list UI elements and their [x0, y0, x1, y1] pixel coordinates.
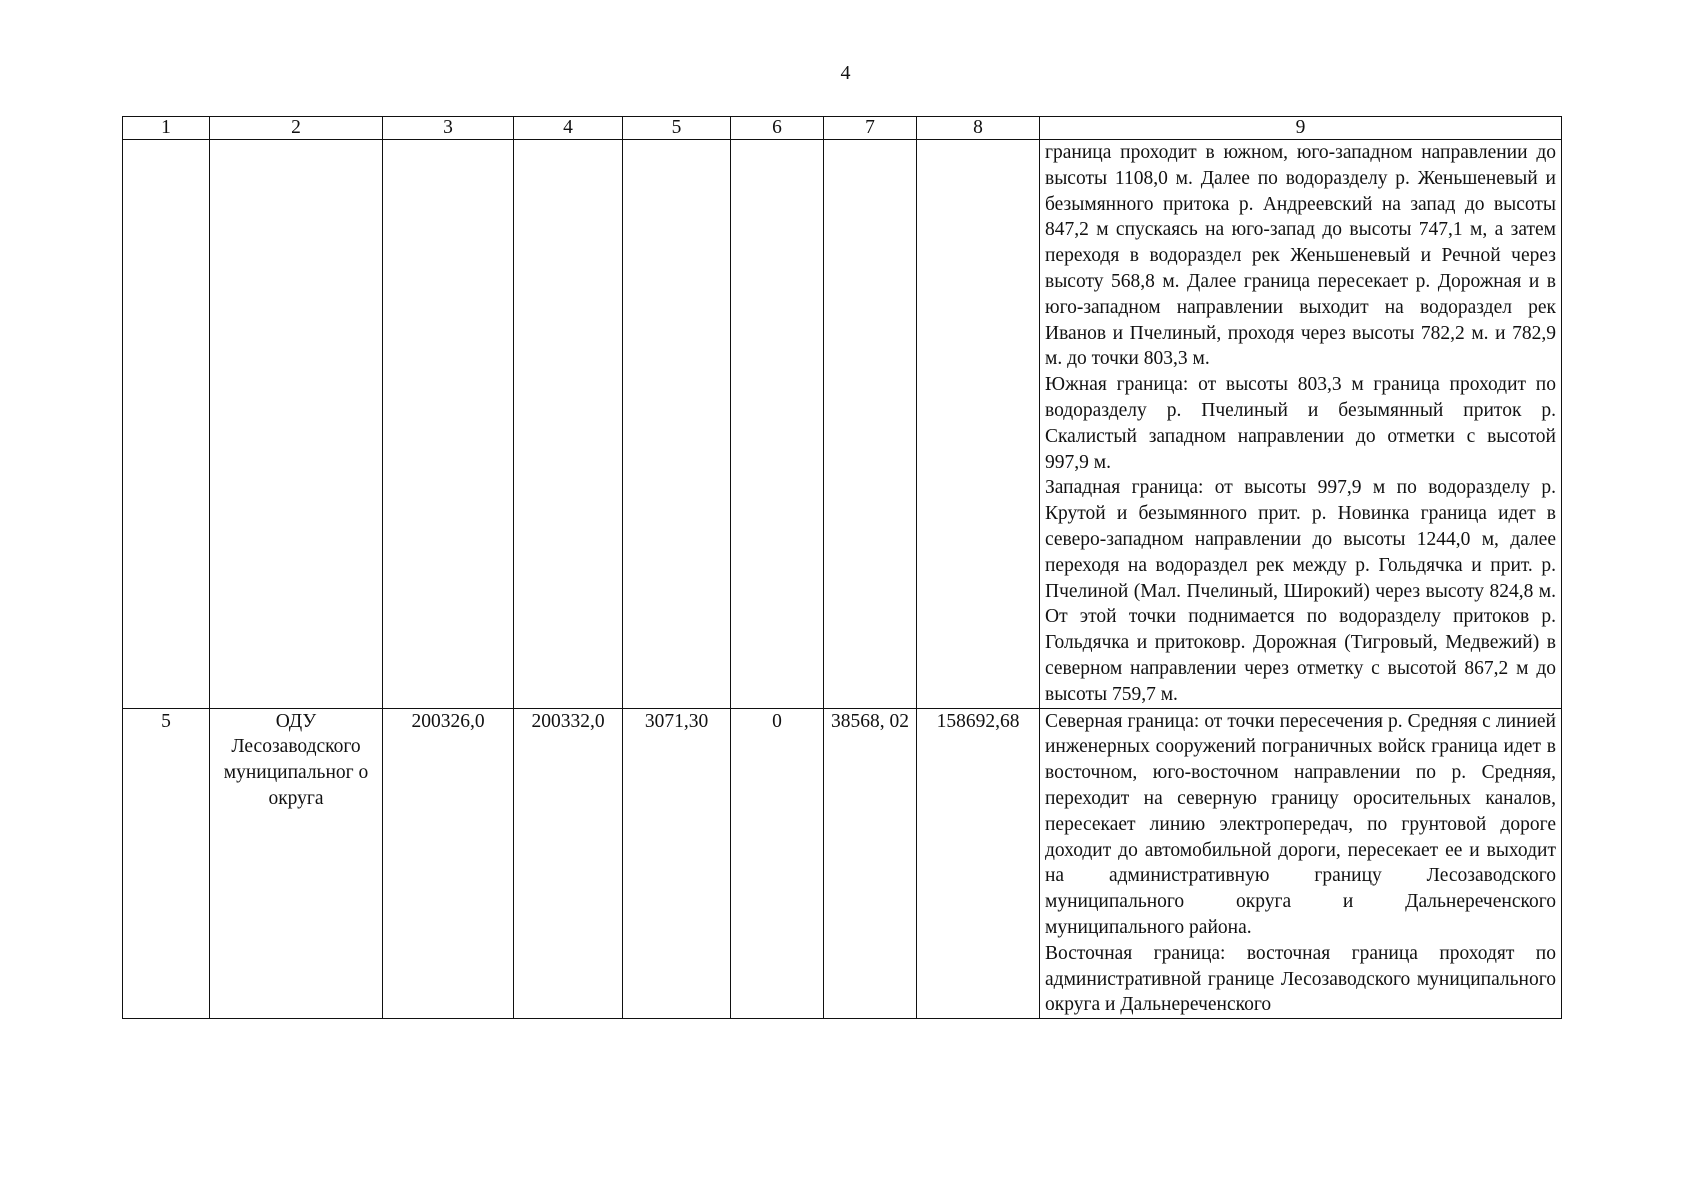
empty-cell	[514, 140, 623, 709]
empty-cell	[731, 140, 824, 709]
district-name-cell: ОДУ Лесозаводского муниципальног о округа	[210, 708, 383, 1019]
southern-boundary-paragraph: Южная граница: от высоты 803,3 м граница проходит по водоразделу р. Пчелиный и безымянный приток р. Скалистый западном направлении до отметки с высотой 997,9 м.	[1045, 374, 1556, 473]
eastern-boundary-paragraph: Восточная граница: восточная граница проходят по административной границе Лесозаводского муниципального округа и Дальнереченского	[1045, 942, 1556, 1016]
value-cell-col6: 0	[731, 708, 824, 1019]
table-row-5	[123, 708, 1562, 1019]
row-number-cell: 5	[123, 708, 210, 1019]
boundary-description-cell	[1040, 708, 1562, 1019]
empty-cell	[123, 140, 210, 709]
value-cell-col8: 158692,68	[917, 708, 1040, 1019]
empty-cell	[917, 140, 1040, 709]
empty-cell	[824, 140, 917, 709]
empty-cell	[383, 140, 514, 709]
value-cell-col3: 200326,0	[383, 708, 514, 1019]
empty-cell	[623, 140, 731, 709]
page-number: 4	[840, 62, 851, 84]
column-number-header: 3	[383, 117, 514, 140]
column-number-header: 9	[1040, 117, 1562, 140]
column-number-row	[123, 117, 1562, 140]
boundary-description-cell	[1040, 140, 1562, 709]
column-number-header: 5	[623, 117, 731, 140]
column-number-header: 7	[824, 117, 917, 140]
table-row-continuation	[123, 140, 1562, 709]
column-number-header: 6	[731, 117, 824, 140]
empty-cell	[210, 140, 383, 709]
northern-boundary-paragraph: Северная граница: от точки пересечения р. Средняя с линией инженерных сооружений пограничных войск граница идет в восточном, юго-восточном направлении по р. Средняя, переходит на северную границу оросительных каналов, пересекает линию электропередач, по грунтовой дороге доходит до автомобильной дороги, пересекает ее и выходит на административную границу Лесозаводского муниципального округа и Дальнереченского муниципального района.	[1045, 710, 1556, 938]
boundary-paragraph: граница проходит в южном, юго-западном направлении до высоты 1108,0 м. Далее по водоразделу р. Женьшеневый и безымянного притока р. Андреевский на запад до высоты 847,2 м спускаясь на юго-запад до высоты 747,1 м, а затем переходя в водораздел рек Женьшеневый и Речной через высоту 568,8 м. Далее граница пересекает р. Дорожная и в юго-западном направлении выходит на водораздел рек Иванов и Пчелиный, проходя через высоты 782,2 м. и 782,9 м. до точки 803,3 м.	[1045, 142, 1556, 370]
value-cell-col4: 200332,0	[514, 708, 623, 1019]
boundary-table	[122, 116, 1562, 1019]
column-number-header: 8	[917, 117, 1040, 140]
value-cell-col5: 3071,30	[623, 708, 731, 1019]
western-boundary-paragraph: Западная граница: от высоты 997,9 м по водоразделу р. Крутой и безымянного прит. р. Новинка граница идет в северо-западном направлении до высоты 1244,0 м, далее переходя на водораздел рек между р. Гольдячка и прит. р. Пчелиной (Мал. Пчелиный, Широкий) через высоту 824,8 м. От этой точки поднимается по водоразделу притоков р. Гольдячка и притоковр. Дорожная (Тигровый, Медвежий) в северном направлении через отметку с высотой 867,2 м до высоты 759,7 м.	[1045, 477, 1556, 705]
value-cell-col7: 38568, 02	[824, 708, 917, 1019]
column-number-header: 4	[514, 117, 623, 140]
column-number-header: 2	[210, 117, 383, 140]
column-number-header: 1	[123, 117, 210, 140]
